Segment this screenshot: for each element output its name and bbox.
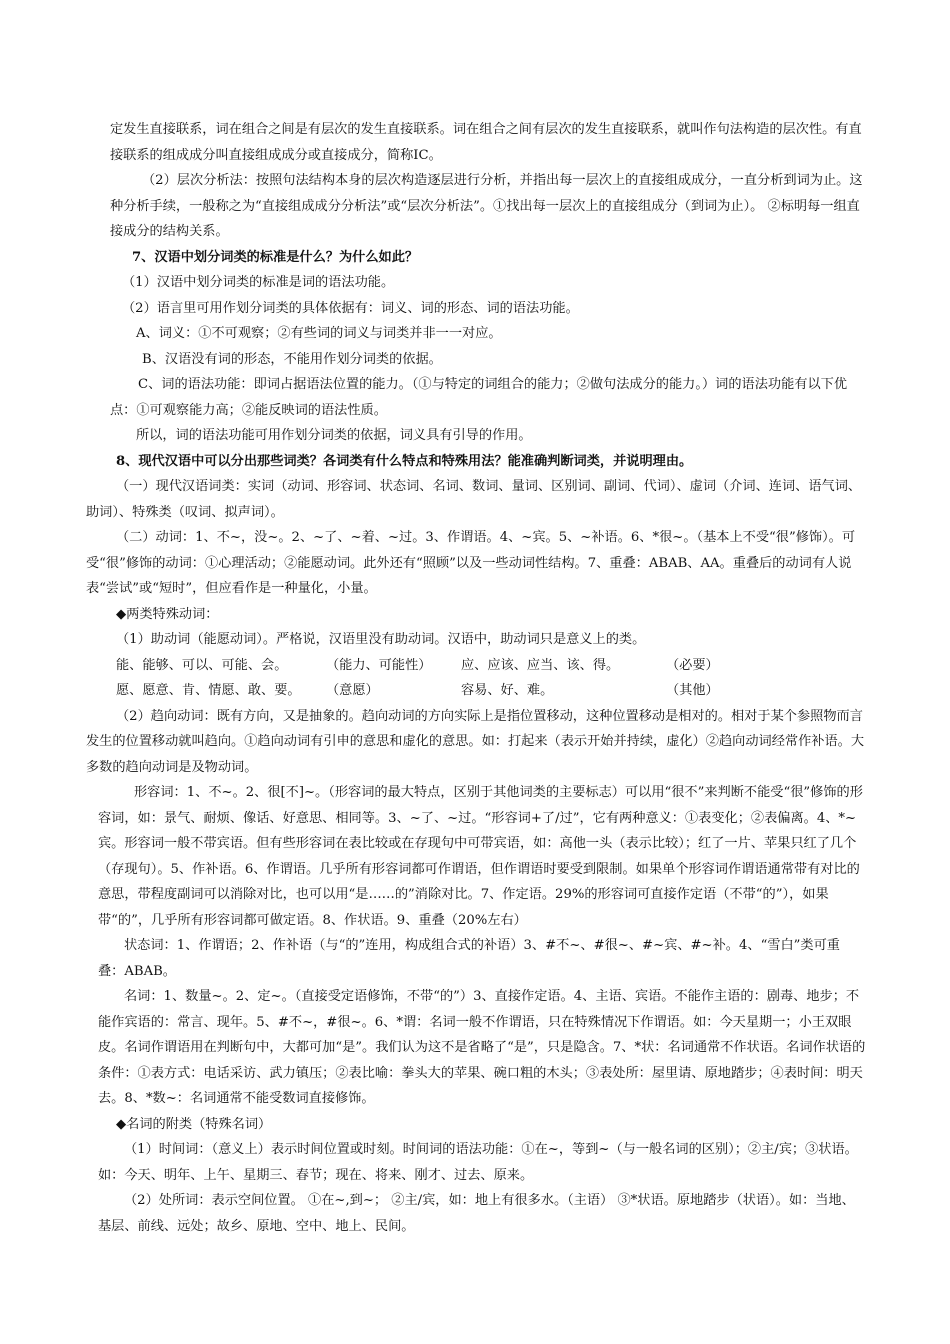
aux-verb-cell: （能力、可能性） — [326, 657, 432, 673]
paragraph-directional-verbs: （2）趋向动词：既有方向，又是抽象的。趋向动词的方向实际上是指位置移动，这种位置移动是相对的。相对于某个参照物而言发生的位置移动就叫趋向。①趋向动词有引申的意思和虚化的意思。如：打起来（表示开始并持续，虚化）②趋向动词经常作补语。大多数的趋向动词是及物动词。 — [86, 708, 865, 775]
paragraph-aux-verbs: （1）助动词（能愿动词）。严格说，汉语里没有助动词。汉语中，助动词只是意义上的类。 — [116, 632, 646, 647]
paragraph-basis-b: B、汉语没有词的形态，不能用作划分词类的依据。 — [142, 351, 442, 367]
aux-verb-cell: 容易、好、难。 — [461, 683, 554, 698]
question-7: 7、汉语中划分词类的标准是什么？为什么如此？ — [132, 249, 419, 265]
paragraph-basis-c: C、词的语法功能：即词占据语法位置的能力。（①与特定的词组合的能力；②做句法成分的能力。）词的语法功能有以下优点：①可观察能力高；②能反映词的语法性质。 — [110, 377, 848, 418]
paragraph-conclusion: 所以，词的语法功能可用作划分词类的依据，词义具有引导的作用。 — [136, 428, 532, 443]
paragraph-place-words: （2）处所词：表示空间位置。 ①在~,到~； ②主/宾，如：地上有很多水。（主语） ③*状语。原地踏步（状语）。如：当地、基层、前线、远处；故乡、原地、空中、地上、民间。 — [98, 1193, 855, 1234]
aux-verb-cell: （必要） — [666, 657, 719, 673]
aux-verb-row-2 — [116, 678, 866, 704]
aux-verb-cell: 应、应该、应当、该、得。 — [461, 657, 620, 673]
aux-verb-row-1 — [116, 653, 866, 679]
paragraph-layer-analysis: （2）层次分析法：按照句法结构本身的层次构造逐层进行分析，并指出每一层次上的直接组成成分，一直分析到词为止。这种分析手续，一般称之为“直接组成成分分析法”或“层次分析法”。①找出每一层次上的直接组成分（到词为止）。 ②标明每一组直接成分的结构关系。 — [110, 173, 863, 239]
aux-verb-cell: （意愿） — [326, 683, 379, 698]
aux-verb-cell: 能、能够、可以、可能、会。 — [116, 657, 288, 673]
heading-special-nouns: ◆名词的附类（特殊名词） — [116, 1116, 272, 1132]
heading-special-verbs: ◆两类特殊动词： — [116, 606, 219, 622]
paragraph-standard: （1）汉语中划分词类的标准是词的语法功能。 — [122, 275, 395, 290]
paragraph-nouns: 名词：1、数量~。2、定~。（直接受定语修饰，不带“的”）3、直接作定语。4、主语、宾语。不能作主语的：剧毒、地步；不能作宾语的：常言、现年。5、#不~，#很~。6、*谓：名词一般不作谓语，只在特殊情况下作谓语。如：今天星期一；小王双眼皮。名词作谓语用在判断句中，大都可加“是”。我们认为这不是省略了“是”，只是隐含。7、*状：名词通常不作状语。名词作状语的条件：①表方式：电话采访、武力镇压；②表比喻：拳头大的苹果、碗口粗的木头；③表处所：屋里请、原地踏步；④表时间：明天去。8、*数~：名词通常不能受数词直接修饰。 — [98, 989, 866, 1106]
paragraph-ic: 定发生直接联系，词在组合之间是有层次的发生直接联系。词在组合之间有层次的发生直接联系，就叫作句法构造的层次性。有直接联系的组成成分叫直接组成成分或直接成分，简称IC。 — [110, 122, 862, 163]
paragraph-verbs: （二）动词：1、不~，没~。2、~了、~着、~过。3、作谓语。4、~宾。5、~补语。6、*很~。（基本上不受“很”修饰）。可受“很”修饰的动词：①心理活动；②能愿动词。此外还有“照顾”以及一些动词性结构。7、重叠：ABAB、AA。重叠后的动词有人说表“尝试”或“短时”，但应看作是一种量化，小量。 — [86, 530, 856, 596]
paragraph-word-classes: （一）现代汉语词类：实词（动词、形容词、状态词、名词、数词、量词、区别词、副词、代词）、虚词（介词、连词、语气词、助词）、特殊类（叹词、拟声词）。 — [86, 479, 862, 520]
paragraph-state-words: 状态词：1、作谓语；2、作补语（与“的”连用，构成组合式的补语）3、#不~、#很~、#~宾、#~补。4、“雪白”类可重叠：ABAB。 — [98, 938, 840, 979]
paragraph-basis-a: A、词义：①不可观察；②有些词的词义与词类并非一一对应。 — [136, 326, 502, 341]
aux-verb-cell: 愿、愿意、肯、情愿、敢、要。 — [116, 683, 301, 698]
question-8: 8、现代汉语中可以分出那些词类？各词类有什么特点和特殊用法？能准确判断词类，并说明理由。 — [116, 453, 693, 469]
aux-verb-cell: （其他） — [666, 683, 719, 698]
paragraph-adjectives: 形容词：1、不~。2、很[不]~。（形容词的最大特点，区别于其他词类的主要标志）可以用“很不”来判断不能受“很”修饰的形容词，如：景气、耐烦、像话、好意思、相同等。3、~了、~过。“形容词+了/过”，它有两种意义：①表变化；②表偏离。4、*~宾。形容词一般不带宾语。但有些形容词在表比较或在存现句中可带宾语，如：高他一头（表示比较）；红了一片、苹果只红了几个（存现句）。5、作补语。6、作谓语。几乎所有形容词都可作谓语，但作谓语时要受到限制。如果单个形容词作谓语通常带有对比的意思，带程度副词可以消除对比，也可以用“是……的”消除对比。7、作定语。29%的形容词可直接作定语（不带“的”），如果带“的”，几乎所有形容词都可做定语。8、作状语。9、重叠（20%左右） — [98, 785, 863, 928]
paragraph-basis: （2）语言里可用作划分词类的具体依据有：词义、词的形态、词的语法功能。 — [122, 300, 579, 316]
document-body — [86, 117, 866, 1239]
paragraph-time-words: （1）时间词：（意义上）表示时间位置或时刻。时间词的语法功能：①在~，等到~（与一般名词的区别）；②主/宾；③状语。如：今天、明年、上午、星期三、春节；现在、将来、刚才、过去、原来。 — [98, 1142, 858, 1183]
